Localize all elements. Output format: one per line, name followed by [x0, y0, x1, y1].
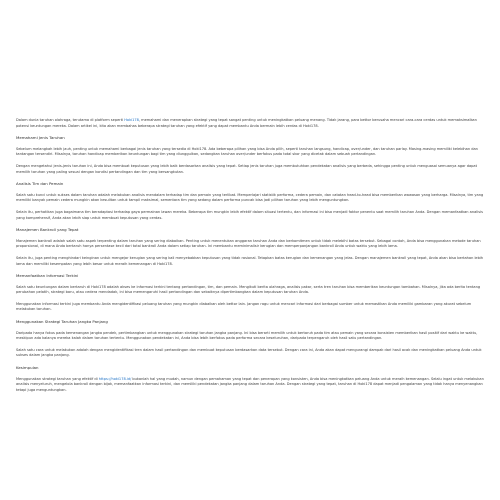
intro-paragraph	[16, 118, 484, 129]
paragraph-jenis-taruhan-2: Dengan mengetahui jenis-jenis taruhan ini, Anda bisa membuat keputusan yang lebih baik berdasarkan analisis yang tepat. Setiap jenis taruhan juga membutuhkan pendekatan analisis yang berbeda, sehingga penting untuk menguasai semuanya agar dapat memilih taruhan yang paling sesuai dengan kondisi pertandingan dan tim yang bersangkutan.	[16, 163, 478, 174]
paragraph-informasi-1: Salah satu keuntungan dalam bertaruh di Hoki178 adalah akses ke informasi terkini tentang pertandingan, tim, dan pemain. Mengikuti berita olahraga, analisis pakar, serta tren taruhan bisa memberikan keuntungan tambahan. Misalnya, jika ada berita tentang perubahan pelatih, strategi baru, atau cedera mendadak, ini bisa memengaruhi hasil pertandingan dan sebaiknya dipertimbangkan dalam keputusan taruhan Anda.	[16, 284, 481, 295]
section-heading-bankroll: Manajemen Bankroll yang Tepat	[16, 227, 79, 233]
hoki178-link[interactable]: Hoki178	[124, 118, 139, 122]
paragraph-analisis-2: Selain itu, perhatikan juga bagaimana tim beradaptasi terhadap gaya permainan lawan mereka. Beberapa tim mungkin lebih efektif dalam situasi tertentu, dan informasi ini bisa menjadi faktor penentu saat memilih taruhan Anda. Dengan memanfaatkan analisis yang komprehensif, Anda akan lebih siap untuk membuat keputusan yang cerdas.	[16, 209, 483, 220]
paragraph-jangka-panjang-2: Salah satu cara untuk melakukan adalah dengan mengidentifikasi tren dalam hasil pertandingan dan membuat keputusan berdasarkan data tersebut. Dengan cara ini, Anda akan dapat mengurangi dampak dari hasil acak dan meningkatkan peluang Anda untuk sukses dalam jangka panjang.	[16, 347, 482, 358]
hoki178-url-link[interactable]: https://hoki178.id/	[98, 376, 132, 381]
section-heading-jenis-taruhan: Memahami Jenis Taruhan	[16, 135, 65, 141]
section-heading-kesimpulan: Kesimpulan	[16, 365, 39, 371]
paragraph-bankroll-1: Manajemen bankroll adalah salah satu aspek terpenting dalam taruhan yang sering diabaikan. Penting untuk menentukan anggaran taruhan Anda dan berkomitmen untuk tidak melebihi batas tersebut. Sebagai contoh, Anda bisa menggunakan metode taruhan proporsional, di mana Anda bertaruh hanya persentase kecil dari total bankroll Anda dalam setiap taruhan. Ini membantu meminimalisir kerugian dan memperpanjangan bankroll Anda untuk waktu yang lebih lama.	[16, 238, 481, 249]
paragraph-kesimpulan	[16, 377, 484, 394]
intro-text-end: , memahami dan menerapkan strategi yang tepat sangat penting untuk meningkatkan peluang menang. Tidak jarang, para bettor berusaha mencari cara-cara cerdas untuk memaksimalkan potensi keuntungan mereka. Dalam artikel ini, kita akan membahas beberapa strategi taruhan yang efektif yang dapat membantu Anda bermain lebih cerdas di Hoki178.	[16, 118, 477, 128]
paragraph-jenis-taruhan-1: Sebelum melangkah lebih jauh, penting untuk memahami berbagai jenis taruhan yang tersedia di Hoki178. Ada beberapa pilihan yang bisa Anda pilih, seperti taruhan langsung, handicap, over/under, dan taruhan parlay. Masing-masing memiliki kelebihan dan tantangan tersendiri. Misalnya, taruhan handicap memberikan keuntungan bagi tim yang diunggulkan, sedangkan taruhan over/under berfokus pada total skor yang dicetak dalam sebuah pertandingan.	[16, 146, 478, 157]
paragraph-jangka-panjang-1: Daripada hanya fokus pada kemenangan jangka pendek, pertimbangkan untuk menggunakan strategi taruhan jangka panjang. Ini bisa berarti memilih untuk bertaruh pada tim atau pemain yang secara konsisten memberikan hasil positif dari waktu ke waktu, meskipun ada kalanya mereka kalah dalam taruhan tertentu. Menggunakan pendekatan ini, Anda bisa lebih berfokus pada performa secara keseluruhan, daripada terpengaruh oleh hasil satu pertandingan.	[16, 330, 478, 341]
paragraph-informasi-2: Menggunakan informasi terkini juga membantu Anda mengidentifikasi peluang taruhan yang mungkin diabaikan oleh bettor lain. Jangan ragu untuk mencari informasi dari berbagai sumber untuk memastikan Anda memiliki gambaran yang akurat sebelum melakukan taruhan.	[16, 301, 472, 312]
paragraph-analisis-1: Salah satu kunci untuk sukses dalam taruhan adalah melakukan analisis mendalam terhadap tim dan pemain yang terlibat. Memperlajari statistik performa, cedera pemain, dan catatan head-to-head bisa memberikan wawasan yang berharga. Misalnya, tim yang memiliki banyak pemain cedera mungkin akan kesulitan untuk tampil maksimal, sementara tim yang sedang dalam performa puncak bisa jadi pilihan taruhan yang lebih menguntungkan.	[16, 192, 484, 203]
kesimpulan-text-start: Menggunakan strategi taruhan yang efektif di	[16, 376, 99, 381]
section-heading-jangka-panjang: Menggunakan Strategi Taruhan Jangka Panjang	[16, 319, 108, 325]
kesimpulan-text-end: bukanlah hal yang mudah, namun dengan pemahaman yang tepat dan penerapan yang konsisten, Anda bisa meningkatkan peluang Anda untuk meraih kemenangan. Selalu ingat untuk melakukan analisis menyeluruh, mengelola bankroll dengan bijak, memanfaatkan informasi terkini, dan memiliki pendekatan jangka panjang dalam taruhan Anda. Dengan strategi yang tepat, taruhan di Hoki178 dapat menjadi pengalaman yang tidak hanya menyenangkan tetapi juga menguntungkan.	[16, 376, 484, 392]
section-heading-analisis: Analisis Tim dan Pemain	[16, 181, 64, 187]
paragraph-bankroll-2: Selain itu, juga penting menghindari keinginan untuk mengejar kerugian yang sering kali menyebabkan keputusan yang tidak rasional. Tetapkan batas kerugian dan kemenangan yang jelas. Dengan manajemen bankroll yang tepat, Anda akan bisa bertahan lebih lama dan memiliki kesempatan yang lebih besar untuk meraih kemenangan di Hoki178.	[16, 255, 484, 266]
section-heading-informasi: Memanfaatkan Informasi Terkini	[16, 273, 79, 279]
intro-text-start: Dalam dunia taruhan olahraga, terutama di platform seperti	[16, 118, 125, 122]
